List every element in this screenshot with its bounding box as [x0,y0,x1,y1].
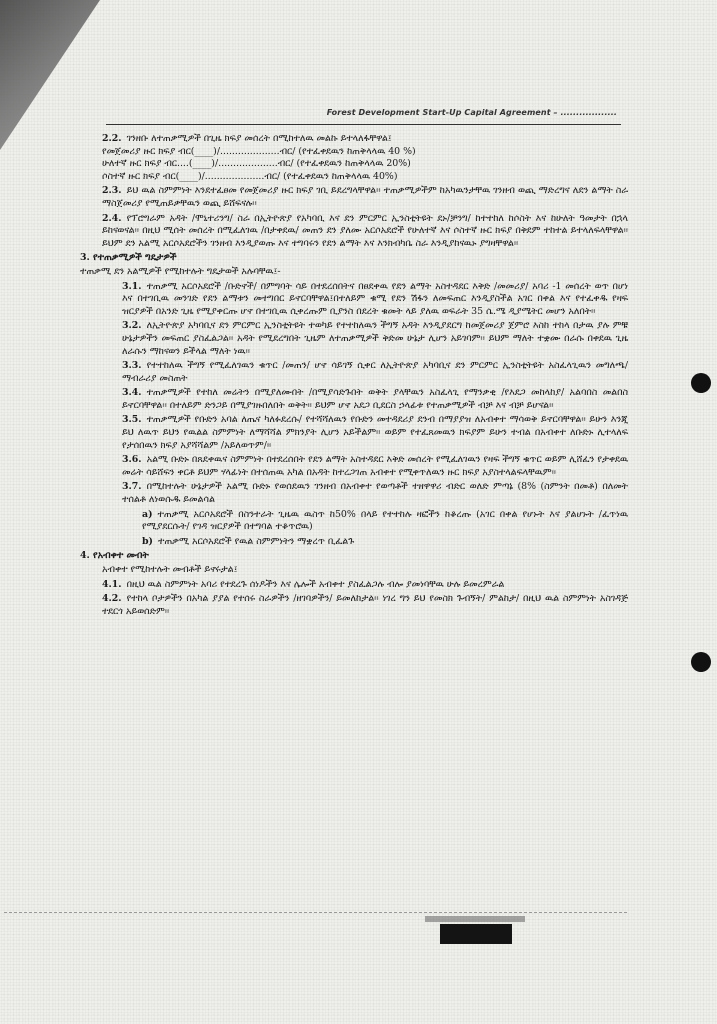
document-body [80,133,628,620]
section-4-intro: አብቀተ የሚከተሉት መብቶች ይኖሩታል፤ [102,564,238,575]
clause-4-1: 4.1. በዚህ ዉል ስምምነት አባሪ የተደረጉ ሰነዶችን እና ሌሎች አብቀተ ያስፈልጋሉ ብሎ ያመነባቸዉ ሁሉ ይመረምራል [102,578,505,590]
header-rule [106,124,621,125]
redaction-mark [440,924,512,944]
clause-3-1: 3.1. ተጠቃሚ አርሶአደሮች /ቡድኖች/ በምግባት ሳይ በተደረሰበትና በፀደቀዉ የደን ልማት አስተዳደር እቅድ /መመሪያ/ አባሪ -1 መሰረት ወጥ በሆነ እና በተገቢዉ መንገድ የደን ልማቱን መተግበር ይኖርባቸዋል፤በተለይም ቁሚ የደን ሽፋን ለመፍጠር እንዲያስችል አገር በቀል እና የተፈቀዱ የዛፍ ዝርያዎች በአንድ ጊዜ የሚያቀርጡ ሆኖ በተገቢዉ ሲቀረጡም ቢያንስ በደረት ቁመት ላይ ያለዉ ወፍራት 35 ሴ.ሜ ዲያሜትር መሆን አለበት፡፡ [122,280,628,317]
punch-hole-top [691,373,711,393]
page-header: Forest Development Start-Up Capital Agreement – .................. [326,108,617,117]
section-4-heading: 4. የአብቀተ መብት [80,550,149,562]
clause-3-4: 3.4. ተጠቃሚዎች የተከለ መሬትን በሚያለሙበት /በሚያሳድጉበት ወቅት ያላቸዉን አስፈላጊ የማንቃቂ /የእደጋ መከላከያ/ አልባበስ መልበስ ይኖርባቸዋል፡፡ በተለይም ድንጋይ በሚያገዙበለበት ወቅት፡፡ ይህም ሆኖ አደጋ ቢደርስ ኃላፊቱ የተጠቃሚዎች ብቻ እና ብቻ ይሆናል፡፡ [122,387,628,411]
clause-3-6: 3.6. አልሚ ቡድኑ በጸደቀዉና ስምምነት በተደረሰበት የደን ልማት አስተዳደር እቅድ መሰረት የሚፈለገዉን የዛፍ ችግኝ ቁጥር ወይም ሊሸፈን የታቀደዉ መሬት ሳይሸፍን ቀርቶ ይህም ሃላፊነት በተሰጠዉ አካል በአዳት ከተረጋገጠ አብቀተ የሚቀጥለዉን ዙር ክፍያ አያስተላልፍላቸዉም፡፡ [122,454,628,478]
clause-2-4: 2.4. የፕሮግራም አዳት /ሞኒተሪንግ/ ስራ በኢትዮጵያ የአካባቢ እና ደን ምርምር ኢንስቲትዩት ደኑ/ቻንግ/ ከተተከለ ከሶስት እና ከሁለት ዓመታት በኋላ ይከናወናል፡፡ በዚህ ሚሰት መሰረት በሚፈለገዉ /በታቀደዉ/ መጠን ደን ያለሙ አርሶአደሮች የሁለተኛ እና ሶስተኛ ዙር ክፍያ በቅደም ተከተል ይተላለፍላቸዋል፡፡ ይህም ደን አልሚ አርሶአደሮችን ገንዘብ እንዲያወጡ እና ተግባሩን የደን ልማት እና እንክብካቤ ስራ እንዲያከናዉኑ ያግዛቸዋል፡፡ [102,212,628,249]
scan-corner-fold [0,0,100,150]
clause-3-2: 3.2. ለኢትዮጵያ አካባቢና ደን ምርምር ኢንስቲትዩት ተወካይ የተተከለዉን ችግኝ አዳት እንዲያደርግ ከመጀመሪያ ጀምሮ እስከ ተከላ በታዉ ያሉ ምቹ ሁኔታዎችን መፍጠር ያስፈልጋል፡፡ አዳት የሚደረግበት ጊዜም ለተጠቃሚዎች ቅድመ ሁኔታ ሊሆን አይገባም፡፡ ይህም ማለት ተቋሙ በራሱ በቀደዉ ጊዜ ለራሱን ማከናወን ይችላል ማለት ነዉ፡፡ [122,320,628,357]
scan-bottom-line [4,912,627,913]
clause-2-2-line-1: የመጀመሪያ ዙር ክፍያ ብር(____)/....................ብር/ (የተፈቀደዉን ከጠቅላላዉ 40 %) [102,145,416,157]
punch-hole-bottom [691,652,711,672]
clause-3-7: 3.7. በሚከተሉት ሁኔታዎች አልሚ ቡድኑ የወሰደዉን ገንዘብ በአብቀተ የወጣቶች ተዘዋዋሪ ብድር ወለድ ምጣኔ (8% (ስምንት በመቶ) በለመት ተሰልቶ ለነወሱዱ ይመልሳል [122,481,628,506]
scan-smudge [425,916,525,922]
clause-3-3: 3.3. የተተከለዉ ችግኝ የሚፈለገዉን ቁጥር /መጠን/ ሆኖ ሳይገኝ ሲቀር ለኢትዮጵያ አካባቢና ደን ምርምር ኢንስቲትዩት አስፈላጊዉን መግለጫ/ማብራሪያ መስጠት [122,360,628,384]
clause-2-2-line-3: ሶስተኛ ዙር ክፍያ ብር(____)/....................ብር/ (የተፈቀደዉን ከጠቅላላዉ 40%) [102,170,398,182]
clause-3-7-b: b) ተጠቃሚ አርሶአደሮች የዉል ስምምነትን ማቋረጥ ቢፈልጉ [142,535,355,547]
clause-2-3: 2.3. ይህ ዉል ስምምነት እንደተፈፀመ የመጀመሪያ ዙር ክፍያ ገቢ ይደረግላቸዋል፡፡ ተጠቃሚዎችም ከአካዉንታቸዉ ገንዘብ ወጪ ማድረግና ለደን ልማት ስራ ማስጀመሪያ የሚጠይቃቸዉን ወጪ ይሸፍናሉ፡፡ [102,185,628,209]
clause-2-2: 2.2. ገንዘቡ ለተጠቃሚዎች በጊዜ ክፍያ መሰረት በሚከተለዉ መልኩ ይተላለፋቸዋል፤ የመጀመሪያ ዙር ክፍያ ብር(____)/....................ብር/ (የተፈቀደዉን ከጠቅላላዉ 40 %) ሁለተኛ ዙር ክፍያ ብር....(____)/....................ብር/ (የተፈቀደዉን ከጠቅላላዉ 20%) ሶስተኛ ዙር ክፍያ ብር(____)/....................ብር/ (የተፈቀደዉን ከጠቅላላዉ 40%) [80,133,628,183]
section-3-heading: 3. የተጠቃሚዎች ግዴታዎች [80,252,177,264]
clause-3-7-a: a) ተጠቃሚ አርሶአደሮች በስንተራት ጊዜዉ ዉስጥ ከ50% በላይ የተተከሉ ዛፎችን ከቆረጡ (አገር በቀል የሆኑት እና ያልሆኑት /ፈጥነዉ የሚያደርሱት/ የገዳ ዝርያዎች በተግባል ተቆጥሮዉ) [142,508,628,533]
clause-2-2-line-2: ሁለተኛ ዙር ክፍያ ብር....(____)/....................ብር/ (የተፈቀደዉን ከጠቅላላዉ 20%) [102,158,411,170]
section-3-intro: ተጠቃሚ ደን አልሚዎች የሚከተሉት ግዴታወች አሉባቸዉ፤- [80,265,281,277]
clause-4-2: 4.2. የተከላ ቦታዎችን በአካል ያያል የተሰሩ ስራዎችን /ዘገባዎችን/ ይመለከታል፡፡ ነገረ ግን ይህ የመስክ ጉብኝት/ ምልከታ/ በዚህ ዉል ስምምነት አስገዳጅ ተደርጎ አይወሰድም፡፡ [102,593,628,617]
clause-3-5: 3.5. ተጠቃሚዎች የቡድን አባል ለጤና ካለፉደረሱ/ የተሻሻለዉን የቡድን መተዳደሪያ ደንብ በማያያዝ ለአብቀተ ማሳወቅ ይኖርባቸዋል፡፡ ይሁን እንጂ ይህ ለዉጥ ይህን የዉልል ስምምነት ለማሻሻል ምክንያት ሊሆን አይችልም፡፡ ወይም የተፈጸመዉን ክፍያም ይሁን ተብል በአብቀተ ለቡድኑ ሊተላለፍ የታሰበዉን ክፍያ አያሻሻልም /አይለወጥም/፡፡ [122,414,628,451]
